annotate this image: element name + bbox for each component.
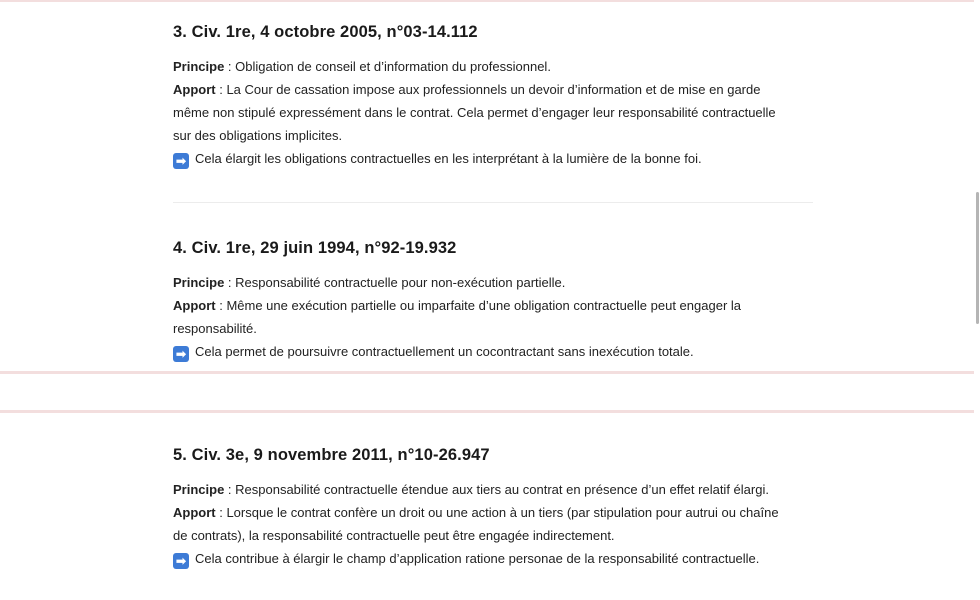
right-arrow-icon: ➡ bbox=[173, 553, 189, 569]
apport-line bbox=[173, 294, 813, 317]
vertical-scrollbar[interactable] bbox=[976, 192, 979, 324]
conclusion-text: Cela permet de poursuivre contractuellement un cocontractant sans inexécution totale. bbox=[195, 344, 694, 359]
conclusion-text: Cela élargit les obligations contractuelles en les interprétant à la lumière de la bonne foi. bbox=[195, 151, 702, 166]
page-gap bbox=[0, 374, 974, 410]
apport-label: Apport bbox=[173, 82, 216, 97]
principe-line bbox=[173, 271, 813, 294]
case-entry-4 bbox=[173, 239, 813, 363]
case-entry-3 bbox=[173, 23, 813, 170]
conclusion-line bbox=[173, 340, 813, 363]
case-heading: 5. Civ. 3e, 9 novembre 2011, n°10-26.947 bbox=[173, 446, 490, 464]
principe-label: Principe bbox=[173, 59, 225, 74]
case-heading: 3. Civ. 1re, 4 octobre 2005, n°03-14.112 bbox=[173, 23, 478, 41]
apport-continuation: responsabilité. bbox=[173, 321, 257, 336]
apport-text: : Lorsque le contrat confère un droit ou une action à un tiers (par stipulation pour autrui ou chaîne bbox=[215, 505, 779, 520]
conclusion-text: Cela contribue à élargir le champ d’application ratione personae de la responsabilité contractuelle. bbox=[195, 551, 760, 566]
principe-text: : Obligation de conseil et d’information du professionnel. bbox=[224, 59, 551, 74]
section-divider bbox=[173, 202, 813, 203]
case-entry-5 bbox=[173, 446, 813, 570]
right-arrow-icon: ➡ bbox=[173, 346, 189, 362]
principe-line bbox=[173, 478, 813, 501]
principe-label: Principe bbox=[173, 275, 225, 290]
principe-label: Principe bbox=[173, 482, 225, 497]
principe-text: : Responsabilité contractuelle étendue aux tiers au contrat en présence d’un effet relatif élargi. bbox=[224, 482, 769, 497]
principe-line bbox=[173, 55, 813, 78]
apport-label: Apport bbox=[173, 298, 216, 313]
apport-text: : Même une exécution partielle ou imparfaite d’une obligation contractuelle peut engager la bbox=[215, 298, 741, 313]
apport-continuation: de contrats), la responsabilité contractuelle peut être engagée indirectement. bbox=[173, 528, 615, 543]
apport-line bbox=[173, 501, 813, 524]
right-arrow-icon: ➡ bbox=[173, 153, 189, 169]
case-heading: 4. Civ. 1re, 29 juin 1994, n°92-19.932 bbox=[173, 239, 457, 257]
apport-text: : La Cour de cassation impose aux professionnels un devoir d’information et de mise en garde bbox=[215, 82, 761, 97]
principe-text: : Responsabilité contractuelle pour non-exécution partielle. bbox=[224, 275, 566, 290]
apport-continuation: sur des obligations implicites. bbox=[173, 128, 343, 143]
apport-label: Apport bbox=[173, 505, 216, 520]
conclusion-line bbox=[173, 547, 813, 570]
apport-continuation: même non stipulé expressément dans le contrat. Cela permet d’engager leur responsabilité contractuelle bbox=[173, 105, 776, 120]
apport-line bbox=[173, 78, 813, 101]
conclusion-line bbox=[173, 147, 813, 170]
